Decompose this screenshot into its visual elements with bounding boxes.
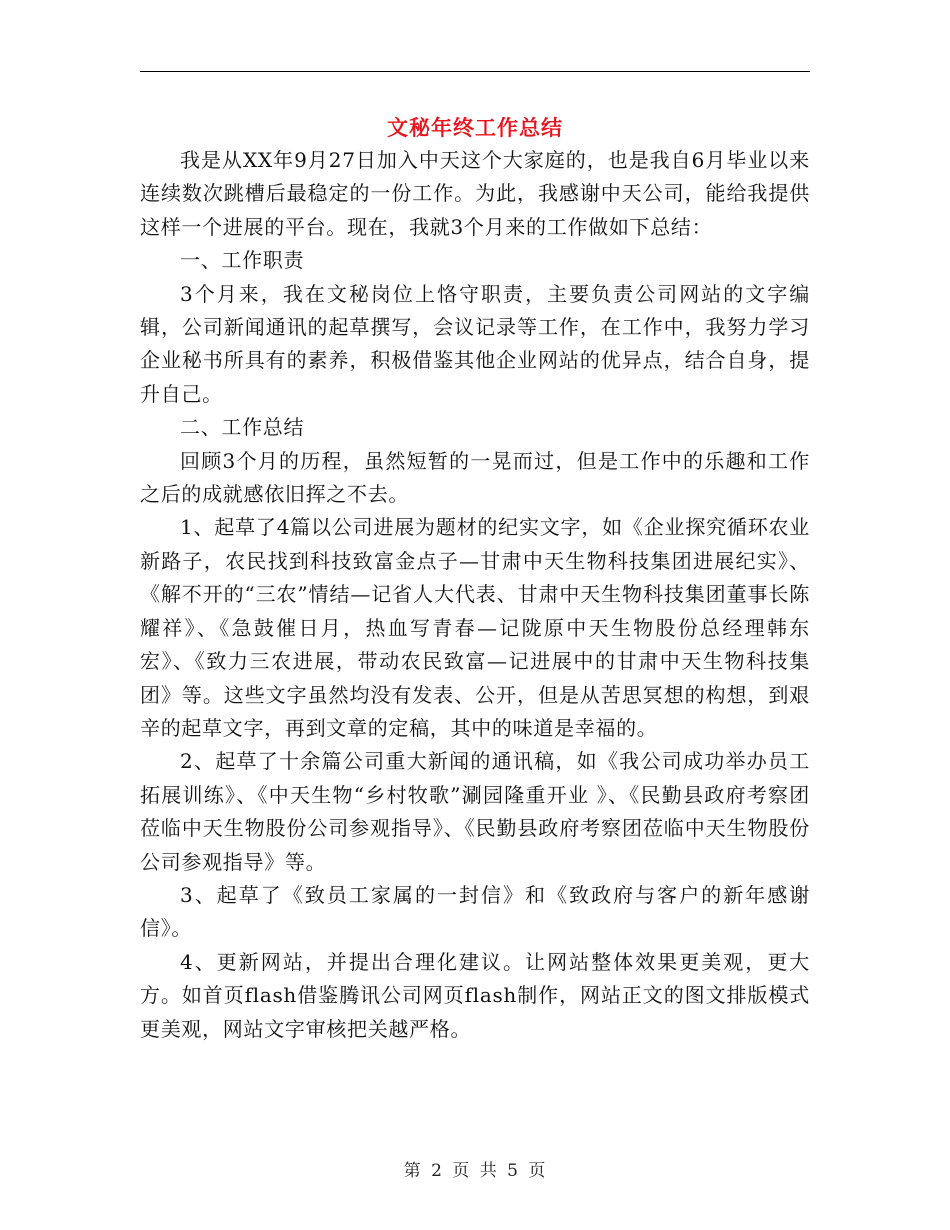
intro-paragraph: 我是从XX年9月27日加入中天这个大家庭的，也是我自6月毕业以来连续数次跳槽后最稳定的一份工作。为此，我感谢中天公司，能给我提供这样一个进展的平台。现在，我就3个月来的工作做如下总结：	[140, 148, 810, 239]
item-4-paragraph: 4、更新网站，并提出合理化建议。让网站整体效果更美观，更大方。如首页flash借鉴腾讯公司网页flash制作，网站正文的图文排版模式更美观，网站文字审核把关越严格。	[140, 949, 810, 1041]
document-body	[140, 144, 810, 1046]
section-heading-duties: 一、工作职责	[180, 248, 305, 273]
review-paragraph: 回顾3个月的历程，虽然短暂的一晃而过，但是工作中的乐趣和工作之后的成就感依旧挥之不去。	[140, 448, 810, 507]
duties-paragraph: 3个月来，我在文秘岗位上恪守职责，主要负责公司网站的文字编辑，公司新闻通讯的起草撰写，会议记录等工作，在工作中，我努力学习企业秘书所具有的素养，积极借鉴其他企业网站的优异点，结合自身，提升自己。	[140, 281, 810, 406]
section-heading-summary: 二、工作总结	[180, 415, 305, 440]
page-number: 第 2 页 共 5 页	[403, 1161, 547, 1181]
document-title: 文秘年终工作总结	[387, 115, 563, 140]
item-3-paragraph: 3、起草了《致员工家属的一封信》和《致政府与客户的新年感谢信》。	[140, 882, 810, 941]
item-1-paragraph: 1、起草了4篇以公司进展为题材的纪实文字，如《企业探究循环农业新路子，农民找到科技致富金点子—甘肃中天生物科技集团进展纪实》、《解不开的“三农”情结—记省人大代表、甘肃中天生物科技集团董事长陈耀祥》、《急鼓催日月，热血写青春—记陇原中天生物股份总经理韩东宏》、《致力三农进展，带动农民致富—记进展中的甘肃中天生物科技集团》等。这些文字虽然均没有发表、公开，但是从苦思冥想的构想，到艰辛的起草文字，再到文章的定稿，其中的味道是幸福的。	[140, 515, 810, 740]
header-rule	[140, 71, 810, 72]
item-2-paragraph: 2、起草了十余篇公司重大新闻的通讯稿，如《我公司成功举办员工拓展训练》、《中天生物“乡村牧歌”涮园隆重开业 》、《民勤县政府考察团莅临中天生物股份公司参观指导》、《民勤县政府考察团莅临中天生物股份公司参观指导》等。	[140, 749, 810, 874]
